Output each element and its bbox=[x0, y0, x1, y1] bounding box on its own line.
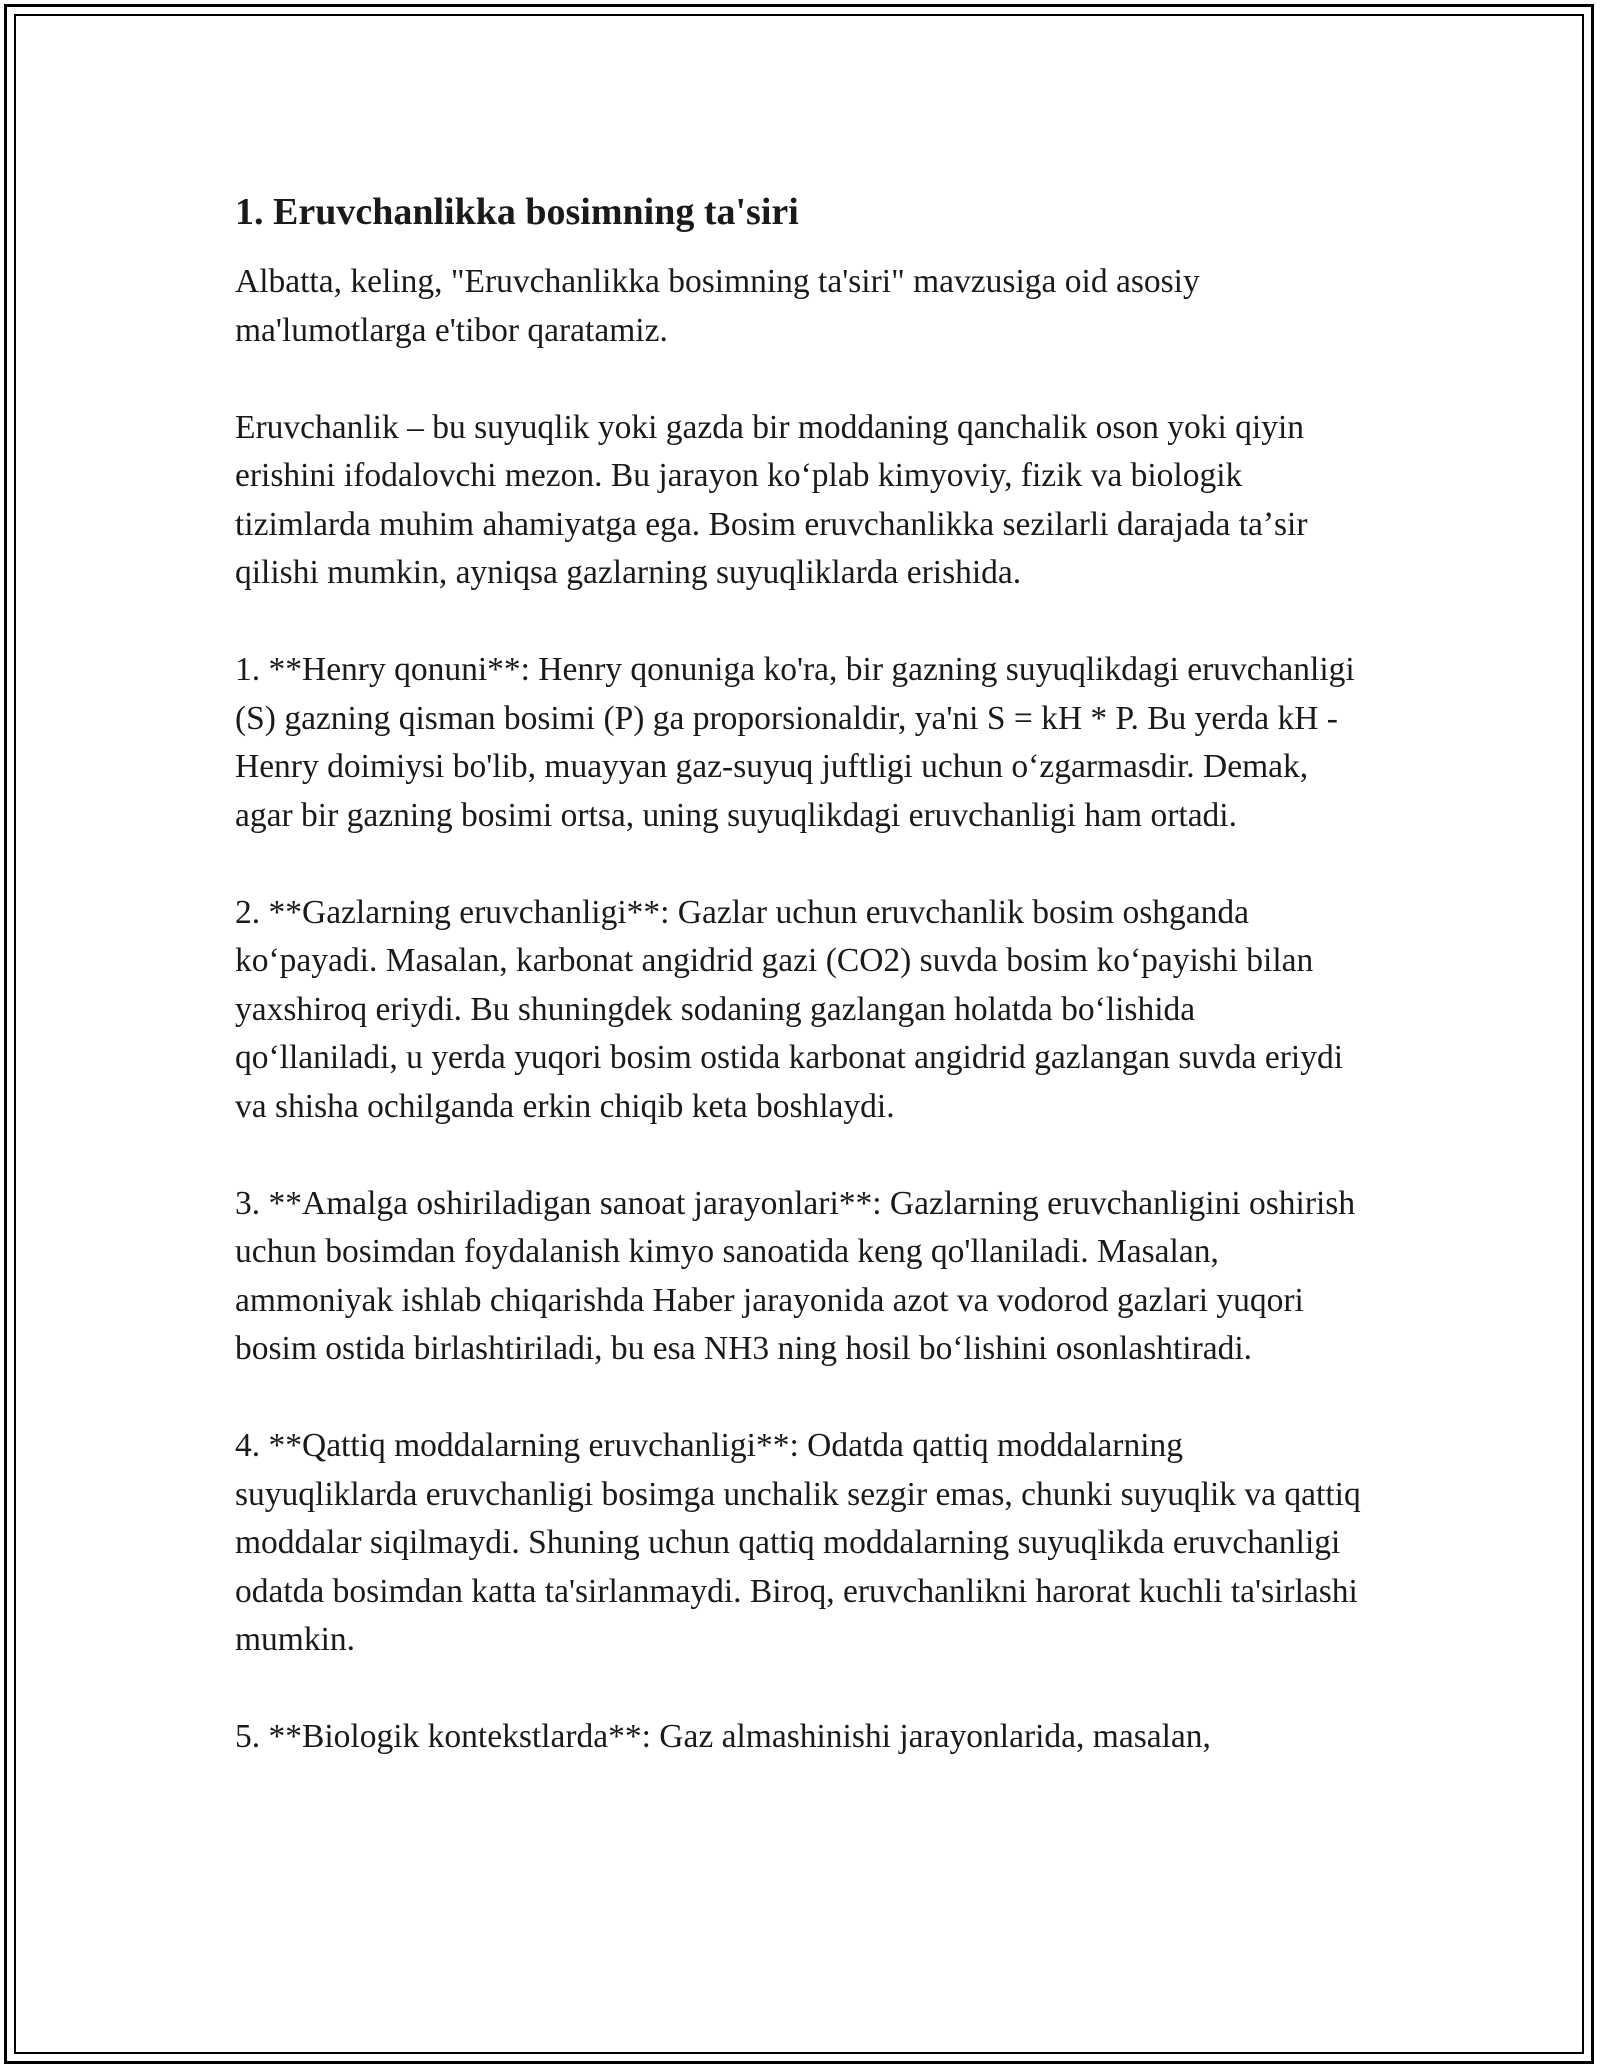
section-heading: 1. Eruvchanlikka bosimning ta'siri bbox=[235, 191, 799, 233]
industrial-processes-paragraph: 3. **Amalga oshiriladigan sanoat jarayonlari**: Gazlarning eruvchanligini oshirish uchun bosimdan foydalanish kimyo sanoatida keng qo'llaniladi. Masalan, ammoniyak ishlab chiqarishda Haber jarayonida azot va vodorod gazlari yuqori bosim ostida birlashtiriladi, bu esa NH3 ning hosil boʻlishini osonlashtiradi. bbox=[235, 1184, 1356, 1367]
solid-solubility-paragraph: 4. **Qattiq moddalarning eruvchanligi**: Odatda qattiq moddalarning suyuqliklarda eruvchanligi bosimga unchalik sezgir emas, chunki suyuqlik va qattiq moddalar siqilmaydi. Shuning uchun qattiq moddalarning suyuqlikda eruvchanligi odatda bosimdan katta ta'sirlanmaydi. Biroq, eruvchanlikni harorat kuchli ta'sirlashi mumkin. bbox=[235, 1427, 1361, 1658]
document-page bbox=[235, 188, 1365, 1762]
biological-context-paragraph: 5. **Biologik kontekstlarda**: Gaz almashinishi jarayonlarida, masalan, bbox=[235, 1718, 1211, 1755]
gas-solubility-paragraph: 2. **Gazlarning eruvchanligi**: Gazlar uchun eruvchanlik bosim oshganda koʻpayadi. Masalan, karbonat angidrid gazi (CO2) suvda bosim koʻpayishi bilan yaxshiroq eriydi. Bu shuningdek sodaning gazlangan holatda boʻlishida qoʻllaniladi, u yerda yuqori bosim ostida karbonat angidrid gazlangan suvda eriydi va shisha ochilganda erkin chiqib keta boshlaydi. bbox=[235, 893, 1344, 1125]
intro-paragraph: Albatta, keling, "Eruvchanlikka bosimning ta'siri" mavzusiga oid asosiy ma'lumotlarga e'tibor qaratamiz. bbox=[235, 263, 1200, 349]
henry-law-paragraph: 1. **Henry qonuni**: Henry qonuniga ko'ra, bir gazning suyuqlikdagi eruvchanligi (S) gazning qisman bosimi (P) ga proporsionaldir, ya'ni S = kH * P. Bu yerda kH - Henry doimiysi bo'lib, muayyan gaz-suyuq juftligi uchun oʻzgarmasdir. Demak, agar bir gazning bosimi ortsa, uning suyuqlikdagi eruvchanligi ham ortadi. bbox=[235, 651, 1355, 834]
definition-paragraph: Eruvchanlik – bu suyuqlik yoki gazda bir moddaning qanchalik oson yoki qiyin erishini ifodalovchi mezon. Bu jarayon koʻplab kimyoviy, fizik va biologik tizimlarda muhim ahamiyatga ega. Bosim eruvchanlikka sezilarli darajada taʼsir qilishi mumkin, ayniqsa gazlarning suyuqliklarda erishida. bbox=[235, 408, 1308, 591]
